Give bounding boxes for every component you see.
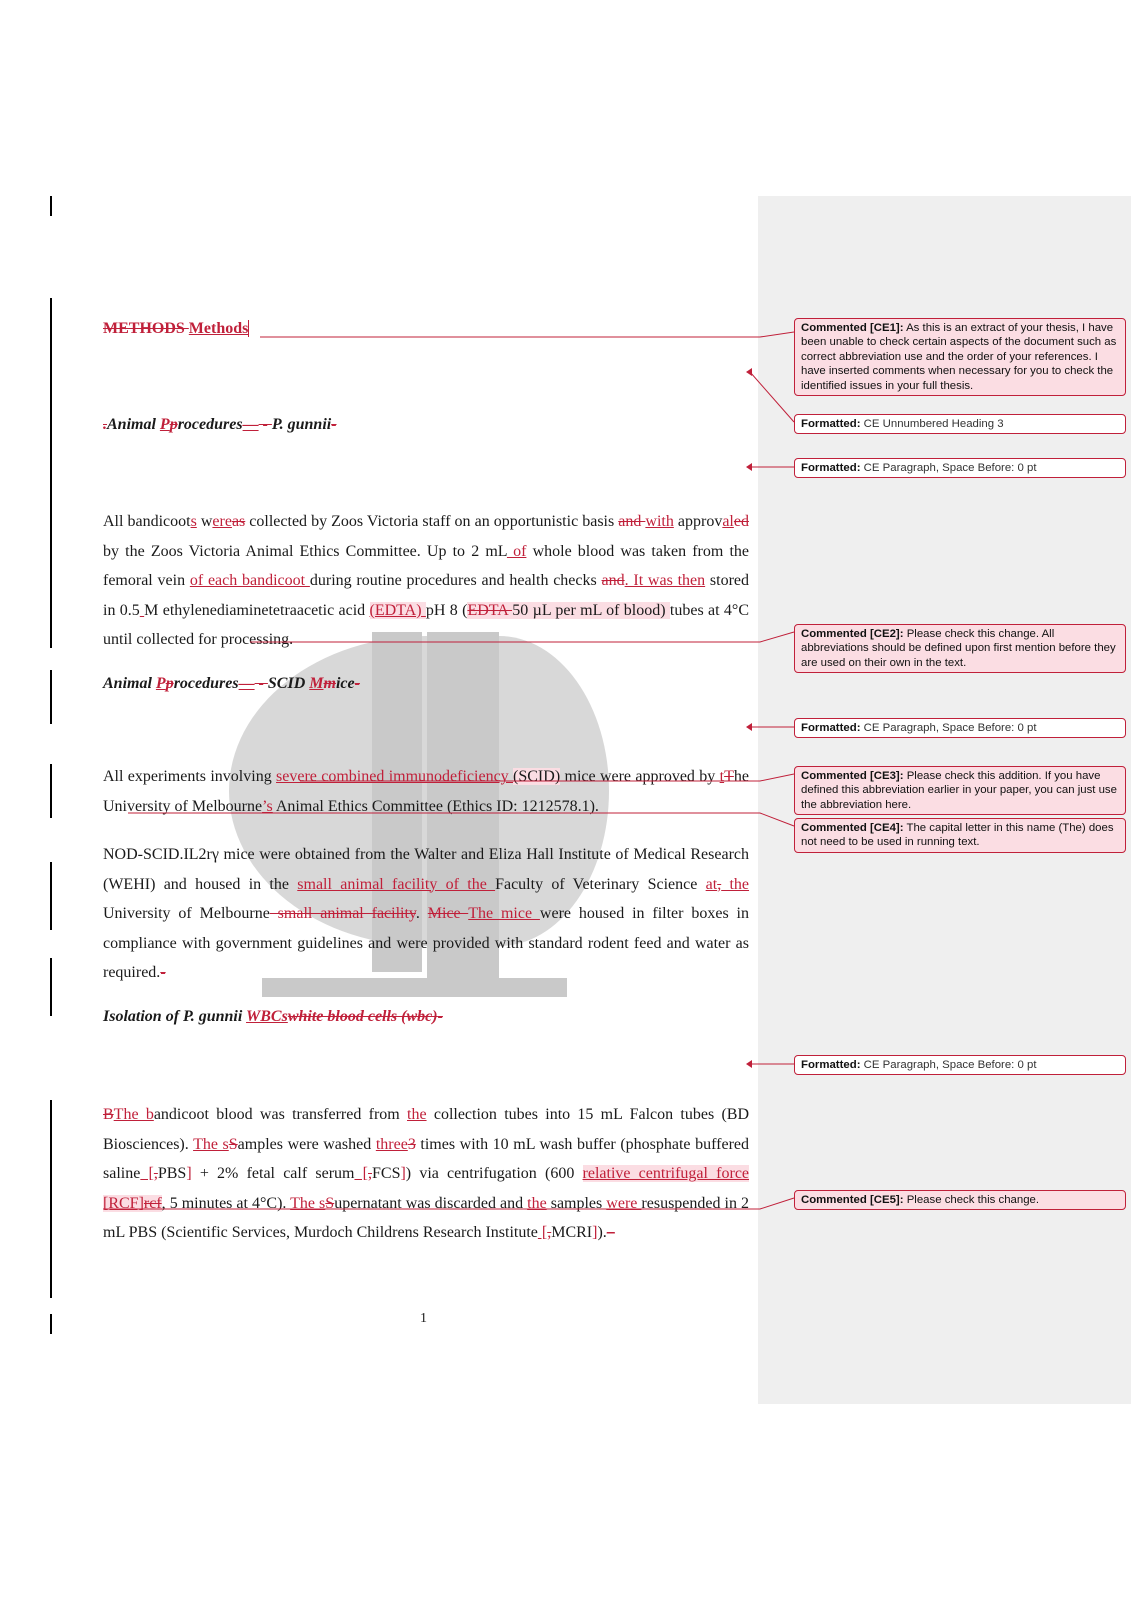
section-title-isolation-wbcs <box>103 1008 749 1026</box>
comment-balloon[interactable] <box>794 1190 1126 1210</box>
deleted-text: - <box>331 416 337 433</box>
format-label: Formatted: <box>801 722 861 734</box>
comment-text: Please check this change. All abbreviations should be defined upon first mention before they are used on their own in the text. <box>801 628 1116 669</box>
deleted-text: B <box>103 1106 114 1123</box>
deleted-text: p <box>165 675 174 692</box>
text-run: P. gunnii <box>271 416 332 433</box>
deleted-text: - <box>354 675 360 692</box>
inserted-text: ] <box>400 1165 406 1183</box>
deleted-text: m <box>323 675 336 692</box>
text-run: w <box>196 513 213 530</box>
inserted-text: of each bandicoot <box>189 572 310 590</box>
paragraph-ethics-approval <box>103 762 749 821</box>
deleted-text: and <box>601 572 625 590</box>
text-run: tubes at 4°C until collected for processing. <box>103 601 749 649</box>
deleted-text: – <box>606 1224 615 1242</box>
inserted-text: small animal facility of the <box>297 875 496 893</box>
text-run: mice were approved by <box>560 768 720 785</box>
inserted-text: The b <box>113 1106 154 1123</box>
change-bar <box>50 1100 52 1298</box>
commented-text: 50 µL per mL of blood) <box>512 601 670 619</box>
inserted-commented-text: relative centrifugal force [RCF] <box>103 1165 750 1212</box>
format-detail: CE Paragraph, Space Before: 0 pt <box>860 722 1037 734</box>
change-bar <box>50 196 52 216</box>
comment-balloon[interactable] <box>794 766 1126 815</box>
text-run: M ethylenediaminetetraacetic acid <box>144 601 370 619</box>
text-run: rocedures <box>173 675 239 692</box>
deleted-text: and <box>618 513 646 530</box>
comment-label: Commented [CE1]: <box>801 322 904 334</box>
inserted-text: the <box>721 875 750 893</box>
deleted-text: as <box>231 513 246 530</box>
inserted-text: P <box>155 675 166 692</box>
comment-balloon[interactable] <box>794 318 1126 396</box>
deleted-text: , <box>153 1165 158 1183</box>
text-run: All bandicoot <box>103 513 191 530</box>
text-run: upernatant was discarded and <box>334 1194 528 1212</box>
deleted-text: - <box>258 416 272 433</box>
format-balloon[interactable] <box>794 458 1126 478</box>
comment-text: Please check this addition. If you have defined this abbreviation earlier in your paper, you can just use the abbreviation here. <box>801 770 1117 811</box>
text-run: NOD-SCID.IL2rγ mice were obtained from the Walter and Eliza Hall Institute of Medical Research (WEHI) and housed in the <box>103 846 749 893</box>
text-run: approv <box>673 513 723 530</box>
paragraph-mice-housing <box>103 840 749 988</box>
comment-label: Commented [CE3]: <box>801 770 904 782</box>
deleted-text: 3 <box>407 1135 416 1153</box>
text-run: were housed in filter boxes in compliance with government guidelines and were provided with standard rodent feed and water as required. <box>103 905 749 982</box>
deleted-commented-text: rcf <box>143 1194 162 1212</box>
text-run: collected by Zoos Victoria staff on an opportunistic basis <box>245 513 619 530</box>
text-run: Animal <box>103 675 156 692</box>
inserted-text: WBCs <box>246 1008 288 1025</box>
text-run: mL PBS (Scientific Services, Murdoch Childrens Research Institute <box>103 1224 538 1242</box>
text-run: . <box>415 905 428 923</box>
text-run: University of Melbourne <box>103 905 270 923</box>
text-run: amples were washed <box>237 1135 376 1153</box>
inserted-text: of <box>506 542 527 560</box>
text-run: Isolation of P. gunnii <box>103 1008 247 1025</box>
comment-balloon[interactable] <box>794 624 1126 673</box>
inserted-text: at <box>705 875 718 893</box>
deleted-text: , <box>717 875 722 893</box>
deleted-text: METHODS <box>103 320 189 337</box>
deleted-text: T <box>724 768 734 785</box>
inserted-text: The mice <box>468 905 540 923</box>
inserted-text: were <box>606 1194 642 1212</box>
deleted-commented-text: EDTA <box>467 601 513 619</box>
text-run: samples <box>546 1194 607 1212</box>
inserted-text: . It was then <box>624 572 706 590</box>
deleted-text: - <box>254 675 268 692</box>
change-bar <box>50 670 52 724</box>
inserted-text: the <box>527 1194 547 1212</box>
text-run: ). <box>597 1224 607 1242</box>
text-run: + 2% fetal calf serum <box>191 1165 355 1183</box>
deleted-text: , <box>547 1224 552 1242</box>
inserted-text: — <box>242 416 259 433</box>
inserted-text: ] <box>186 1165 192 1183</box>
deleted-text: . <box>103 416 107 433</box>
change-bar <box>50 764 52 818</box>
commented-text: (SCID) <box>513 768 561 785</box>
paragraph-blood-processing <box>103 1100 749 1248</box>
format-label: Formatted: <box>801 418 861 430</box>
change-bar <box>50 958 52 1016</box>
format-detail: CE Paragraph, Space Before: 0 pt <box>860 462 1037 474</box>
text-run: FCS <box>372 1165 401 1183</box>
inserted-text: s <box>190 513 197 530</box>
comment-text: As this is an extract of your thesis, I have been unable to check certain aspects of the document such as correct abbreviation use and the order of your references. I have inserted comments when necessary for you to check the identified issues in your full thesis. <box>801 322 1117 392</box>
inserted-text: [ <box>140 1165 154 1183</box>
text-run: Animal <box>107 416 160 433</box>
change-bar <box>50 298 52 648</box>
inserted-text: three <box>375 1135 408 1153</box>
inserted-text: P <box>159 416 170 433</box>
deleted-text: ed <box>733 513 749 530</box>
text-run: Faculty of Veterinary Science <box>495 875 706 893</box>
text-run: ) via centrifugation (600 <box>405 1165 583 1183</box>
inserted-commented-text: (EDTA) <box>369 601 426 619</box>
deleted-text: , <box>368 1165 372 1183</box>
text-run: whole blood was taken from the femoral vein <box>103 542 749 590</box>
text-run: during routine procedures and health checks <box>309 572 602 590</box>
format-label: Formatted: <box>801 1059 861 1071</box>
inserted-text: ere <box>212 513 232 530</box>
text-run: rocedures <box>177 416 243 433</box>
paragraph-bandicoot-collection <box>103 507 749 655</box>
deleted-text: - <box>437 1008 443 1025</box>
change-bar <box>50 862 52 930</box>
text-run: , 5 minutes at 4°C). <box>161 1194 291 1212</box>
deleted-text: S <box>228 1135 238 1153</box>
text-run: SCID <box>267 675 310 692</box>
section-title-animal-procedures-gunnii <box>103 416 749 434</box>
text-run: resuspended in 2 <box>641 1194 750 1212</box>
deleted-text: - <box>160 964 166 982</box>
format-balloon[interactable] <box>794 718 1126 738</box>
deleted-text: Mice <box>427 905 469 923</box>
main-heading <box>103 320 749 338</box>
comment-text: Please check this change. <box>903 1194 1040 1206</box>
inserted-text: with <box>645 513 674 530</box>
text-run: collection tubes into 15 mL Falcon tubes (BD Biosciences). <box>103 1106 750 1153</box>
deleted-text: S <box>325 1194 335 1212</box>
text-run: MCRI <box>551 1224 593 1242</box>
section-title-animal-procedures-scid <box>103 675 749 693</box>
text-run: by the Zoos Victoria Animal Ethics Committee. Up to 2 mL <box>103 542 507 560</box>
comment-label: Commented [CE4]: <box>801 822 904 834</box>
format-balloon[interactable] <box>794 414 1126 434</box>
inserted-text: the <box>407 1106 427 1123</box>
inserted-text: t <box>719 768 725 785</box>
inserted-text: The s <box>193 1135 229 1153</box>
text-run: pH 8 ( <box>425 601 468 619</box>
change-bar <box>50 1314 52 1334</box>
inserted-text: severe combined immunodeficiency <box>276 768 514 785</box>
inserted-text: M <box>309 675 324 692</box>
format-detail: CE Unnumbered Heading 3 <box>860 418 1004 430</box>
format-label: Formatted: <box>801 462 861 474</box>
comment-label: Commented [CE5]: <box>801 1194 904 1206</box>
inserted-text: al <box>722 513 734 530</box>
inserted-text: — <box>238 675 255 692</box>
text-run: ice <box>335 675 355 692</box>
format-detail: CE Paragraph, Space Before: 0 pt <box>860 1059 1037 1071</box>
comment-label: Commented [CE2]: <box>801 628 904 640</box>
page-number: 1 <box>420 1311 427 1326</box>
text-run: andicoot blood was transferred from <box>153 1106 408 1123</box>
text-run: times with 10 mL wash buffer (phosphate buffered saline <box>103 1135 750 1183</box>
text-run: he University of Melbourne <box>103 768 749 815</box>
inserted-text: ] <box>592 1224 598 1242</box>
inserted-text: [ <box>354 1165 368 1183</box>
comment-text: The capital letter in this name (The) does not need to be used in running text. <box>801 822 1114 849</box>
inserted-text: [ <box>537 1224 548 1242</box>
deleted-text: white blood cells (wbc) <box>287 1008 438 1025</box>
text-run: All experiments involving <box>103 768 277 785</box>
text-run: PBS <box>157 1165 187 1183</box>
inserted-text: The s <box>290 1194 326 1212</box>
comment-balloon[interactable] <box>794 818 1126 853</box>
format-balloon[interactable] <box>794 1055 1126 1075</box>
deleted-text: small animal facility <box>269 905 416 923</box>
inserted-text: Methods <box>188 320 249 337</box>
deleted-text: p <box>169 416 178 433</box>
text-run: stored in 0.5 <box>103 572 750 619</box>
text-run: Animal Ethics Committee (Ethics ID: 1212578.1). <box>272 797 599 815</box>
inserted-text: ’s <box>262 797 273 815</box>
